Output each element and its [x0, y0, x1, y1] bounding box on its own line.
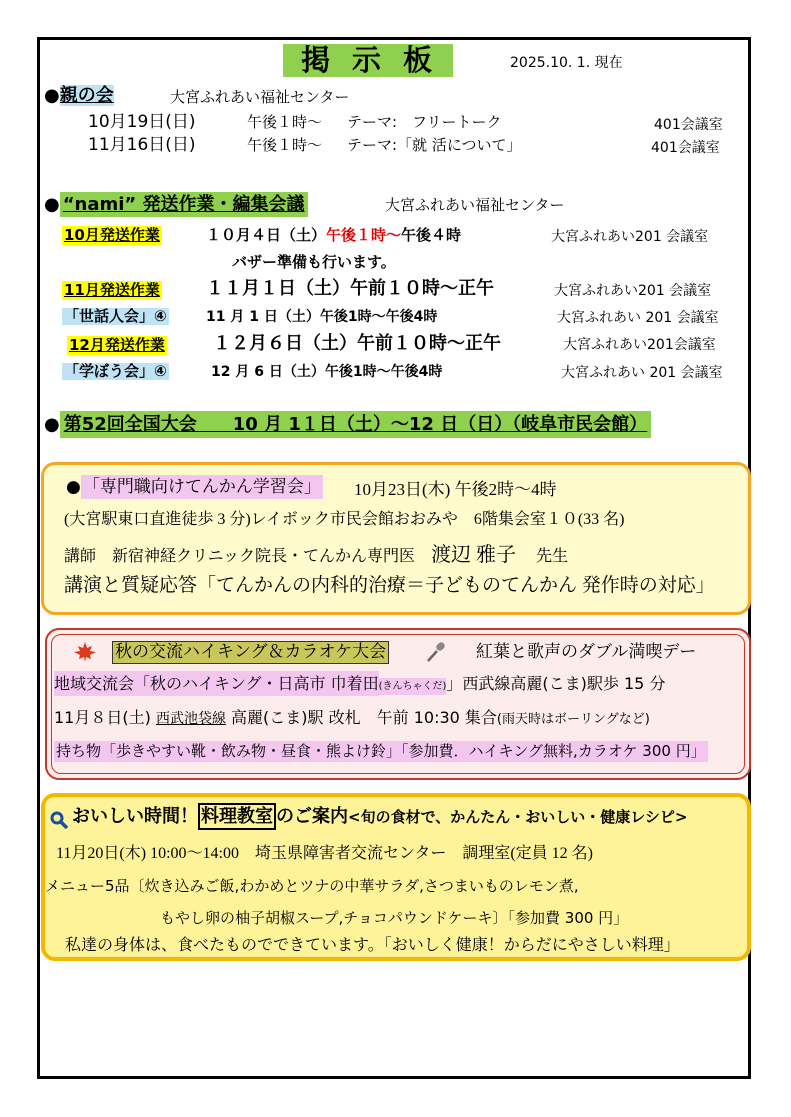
lecturer-name: 渡辺 雅子	[431, 544, 517, 566]
nami-venue: 大宮ふれあい福祉センター	[385, 196, 565, 214]
oya-heading-label: 親の会	[59, 85, 114, 106]
seminar-topic: 講演と質疑応答「てんかんの内科的治療＝子どものてんかん 発作時の対応」	[64, 575, 715, 596]
oya-row-1-date: 10月19日(日)	[88, 112, 196, 132]
gakubo-room: 大宮ふれあい 201 会議室	[561, 365, 723, 381]
seminar-datetime: 10月23日(木) 午後2時～4時	[354, 480, 557, 499]
lecturer-suffix: 先生	[536, 548, 569, 565]
oct-time-red: 午後１時～	[326, 226, 402, 244]
oya-row-1-room: 401会議室	[654, 117, 723, 133]
oya-row-2-time: 午後１時～	[247, 136, 323, 154]
dec-room: 大宮ふれあい201会議室	[563, 337, 716, 353]
nov-room: 大宮ふれあい201 会議室	[554, 283, 712, 299]
oya-row-2-room: 401会議室	[651, 140, 720, 156]
oya-heading: ●親の会	[44, 85, 114, 106]
sewa-label: 「世話人会」④	[64, 307, 167, 325]
cooking-menu-1: メニュー5品〔炊き込みご飯,わかめとツナの中華サラダ,さつまいものレモン煮,	[45, 877, 579, 895]
cooking-heading	[72, 808, 687, 826]
date-stamp: 2025.10. 1. 現在	[510, 55, 623, 71]
oya-row-1-time: 午後１時～	[247, 113, 323, 131]
cooking-head-d: <旬の食材で、かんたん・おいしい・健康レシピ>	[348, 808, 688, 826]
seminar-heading: 「専門職向けてんかん学習会」	[82, 477, 321, 497]
magnifier-icon	[50, 811, 68, 832]
gakubo-text: 12 月 6 日（土）午後1時～午後4時	[211, 364, 443, 380]
oct-label: 10月発送作業	[64, 226, 160, 244]
seminar-heading-line: ● 「専門職向けてんかん学習会」	[66, 477, 321, 497]
cooking-menu-2: もやし卵の柚子胡椒スープ,チョコパウンドケーキ〕「参加費 300 円」	[160, 909, 629, 927]
oct-date	[206, 228, 461, 243]
cooking-message: 私達の身体は、食べたものでできています。「おいしく健康！からだにやさしい料理」	[65, 935, 680, 954]
dec-label: 12月発送作業	[69, 336, 165, 354]
hiking-line-2	[54, 676, 665, 692]
seminar-lecturer	[64, 545, 568, 565]
dec-text: １２月６日（土）午前１０時～正午	[213, 333, 501, 354]
oya-row-2-theme: テーマ:「就 活について」	[347, 136, 522, 154]
microphone-icon	[425, 641, 447, 666]
gakubo-label: 「学ぼう会」④	[64, 362, 167, 380]
hiking-date: 11月８日(土)	[54, 708, 151, 727]
oya-row-2-date: 11月16日(日)	[88, 135, 196, 155]
nov-label: 11月発送作業	[64, 281, 160, 299]
oct-room: 大宮ふれあい201 会議室	[551, 229, 709, 245]
nami-heading-label: “nami” 発送作業・編集会議	[60, 192, 308, 217]
hiking-line-3	[54, 710, 650, 726]
hiking-subtitle: 紅葉と歌声のダブル満喫デー	[476, 642, 697, 661]
hiking-line-2a: 地域交流会「秋のハイキング・日高市 巾着田	[54, 671, 379, 696]
hiking-heading: 秋の交流ハイキング＆カラオケ大会	[112, 641, 389, 664]
hiking-rain: (雨天時はボーリングなど)	[496, 712, 650, 727]
hiking-line-name: 西武池袋線	[155, 711, 226, 727]
sewa-text: 11 月 1 日（土）午後1時～午後4時	[206, 309, 438, 325]
taikai-line: ● 第52回全国大会 10 月 1１日（土）～12 日（日）（岐阜市民会館）	[44, 416, 651, 434]
hiking-items: 持ち物「歩きやすい靴・飲み物・昼食・熊よけ鈴」「参加費．ハイキング無料,カラオケ 300 円」	[56, 742, 706, 760]
seminar-venue: (大宮駅東口直進徒歩 3 分)レイボック市民会館おおみや 6階集会室１０(33 名)	[64, 511, 625, 528]
hiking-meet: 高麗(こま)駅 改札 午前 10:30 集合	[231, 708, 497, 727]
cooking-head-b: 料理教室	[198, 803, 276, 830]
page-title: 掲示板	[283, 44, 453, 77]
nami-heading: ● “nami” 発送作業・編集会議	[44, 196, 308, 214]
oya-row-1-theme: テーマ: フリートーク	[347, 113, 502, 131]
oct-date-text: １０月４日（土）	[206, 226, 327, 244]
cooking-head-a: おいしい時間！	[72, 806, 198, 827]
cooking-head-c: のご案内	[276, 806, 348, 827]
maple-leaf-icon	[74, 642, 96, 665]
nov-text: １１月１日（土）午前１０時～正午	[206, 278, 494, 299]
oct-note: バザー準備も行います。	[232, 253, 396, 271]
sewa-room: 大宮ふれあい 201 会議室	[557, 310, 719, 326]
oya-venue: 大宮ふれあい福祉センター	[170, 88, 350, 106]
oct-time-rest: 午後４時	[401, 226, 462, 244]
hiking-line-2c: 」西武線高麗(こま)駅歩 15 分	[446, 674, 666, 693]
taikai-text: 第52回全国大会 10 月 1１日（土）～12 日（日）（岐阜市民会館）	[60, 411, 651, 438]
hiking-line-2b: (きんちゃくだ)	[379, 678, 447, 695]
cooking-datetime: 11月20日(木) 10:00～14:00 埼玉県障害者交流センター 調理室(定員 12 名)	[56, 845, 593, 862]
lecturer-label: 講師 新宿神経クリニック院長・てんかん専門医	[64, 548, 416, 565]
